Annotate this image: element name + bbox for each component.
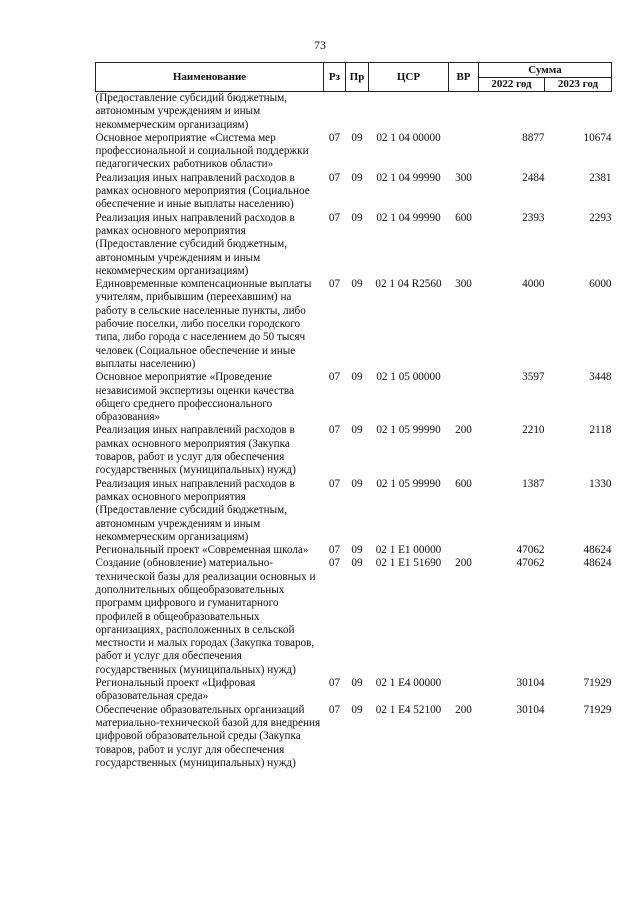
row-sum-2022: 47062 [516,544,545,557]
row-rz: 07 [328,371,341,384]
row-pr: 09 [351,278,363,291]
row-sum-2023: 71929 [583,677,612,690]
table-row [96,278,612,371]
row-name: Реализация иных направлений расходов в рамках основного мероприятия (Социальное обеспечение и иные выплаты населению) [95,171,310,211]
row-csr: 02 1 E4 52100 [375,703,442,716]
row-sum-2023: 2118 [589,424,612,437]
table-row [96,371,612,424]
row-sum-2023: 71929 [583,703,612,716]
table-row [96,172,612,212]
row-pr: 09 [351,557,363,570]
header-vr: ВР [449,63,479,92]
row-vr: 600 [455,477,472,490]
row-vr [449,544,479,557]
row-rz: 07 [328,424,341,437]
row-name: Основное мероприятие «Проведение независимой экспертизы оценки качества общего среднего профессионального образования» [95,371,294,424]
table-row [96,212,612,278]
header-sum: Сумма [479,63,612,78]
row-rz: 07 [328,171,341,184]
row-vr: 200 [455,703,472,716]
row-sum-2023: 10674 [583,131,612,144]
row-rz: 07 [328,131,341,144]
row-name: Реализация иных направлений расходов в рамках основного мероприятия (Предоставление субсидий бюджетным, автономным учреждениям и иным некоммерческим организациям) [95,477,295,543]
table-row [96,557,612,677]
row-sum-2023: 1330 [589,477,612,490]
row-csr: 02 1 05 99990 [376,477,441,490]
row-pr: 09 [351,424,363,437]
row-rz: 07 [328,544,341,557]
row-sum-2023 [545,92,612,132]
row-pr: 09 [351,703,363,716]
header-csr: ЦСР [369,63,449,92]
row-rz: 07 [328,211,341,224]
row-csr: 02 1 E1 00000 [375,544,442,557]
row-csr: 02 1 04 99990 [376,171,441,184]
row-sum-2022 [479,92,545,132]
row-rz: 07 [328,677,341,690]
row-sum-2022: 30104 [516,703,545,716]
table-row [96,677,612,704]
row-pr [346,92,369,132]
row-pr: 09 [351,171,363,184]
row-vr: 300 [455,278,472,291]
row-sum-2022: 3597 [522,371,545,384]
header-year-2022: 2022 год [479,78,545,92]
row-rz: 07 [328,703,341,716]
row-sum-2022: 2393 [522,211,545,224]
row-pr: 09 [351,677,363,690]
header-pr: Пр [346,63,369,92]
row-sum-2023: 48624 [583,557,612,570]
row-pr: 09 [351,477,363,490]
row-csr: 02 1 E1 51690 [375,557,442,570]
row-csr: 02 1 05 00000 [376,371,441,384]
row-sum-2023: 48624 [583,544,612,557]
table-row [96,544,612,557]
table-row [96,704,612,770]
row-sum-2022: 2484 [522,171,545,184]
row-csr: 02 1 04 99990 [376,211,441,224]
row-vr: 600 [455,211,472,224]
table-row [96,478,612,544]
row-csr: 02 1 05 99990 [376,424,441,437]
row-sum-2022: 2210 [522,424,545,437]
row-name: Региональный проект «Цифровая образовательная среда» [95,677,256,703]
row-rz: 07 [328,557,341,570]
table-body [96,92,612,771]
row-vr: 300 [455,171,472,184]
row-sum-2022: 4000 [522,278,545,291]
header-year-2023: 2023 год [545,78,612,92]
row-pr: 09 [351,131,363,144]
row-vr: 200 [455,424,472,437]
row-sum-2022: 47062 [516,557,545,570]
row-name: (Предоставление субсидий бюджетным, автономным учреждениям и иным некоммерческим организациям) [95,92,288,131]
row-csr: 02 1 04 R2560 [375,278,442,291]
row-vr [449,132,479,172]
table-row [96,92,612,132]
row-vr [449,371,479,424]
row-name: Основное мероприятие «Система мер профессиональной и социальной поддержки педагогических работников области» [95,131,309,171]
row-sum-2023: 3448 [589,371,612,384]
header-name: Наименование [96,63,324,92]
row-sum-2022: 1387 [522,477,545,490]
row-vr: 200 [455,557,472,570]
row-name: Реализация иных направлений расходов в рамках основного мероприятия (Закупка товаров, работ и услуг для обеспечения государственных (муниципальных) нужд) [95,424,296,477]
row-pr: 09 [351,544,363,557]
row-sum-2022: 8877 [522,131,545,144]
row-rz [324,92,346,132]
row-name: Реализация иных направлений расходов в рамках основного мероприятия (Предоставление субсидий бюджетным, автономным учреждениям и иным некоммерческим организациям) [95,211,295,277]
row-csr: 02 1 E4 00000 [375,677,442,690]
row-rz: 07 [328,278,341,291]
row-sum-2022: 30104 [516,677,545,690]
row-sum-2023: 2381 [589,171,612,184]
row-vr [449,677,479,704]
header-rz: Рз [324,63,346,92]
row-rz: 07 [328,477,341,490]
row-pr: 09 [351,371,363,384]
page-number: 73 [314,38,326,52]
row-csr: 02 1 04 00000 [376,131,441,144]
row-name: Создание (обновление) материально-технической базы для реализации основных и дополнительных общеобразовательных программ цифрового и гуманитарного профилей в общеобразовательных организациях, расположенных в сельской местности и малых городах (Закупка товаров, работ и услуг для обеспечения государственных (муниципальных) нужд) [95,557,316,676]
row-name: Единовременные компенсационные выплаты учителям, прибывшим (переехавшим) на работу в сельские населенные пункты, либо рабочие поселки, либо поселки городского типа, либо города с населением до 50 тысяч человек (Социальное обеспечение и иные выплаты населению) [95,278,312,370]
budget-table [95,62,612,770]
row-vr [449,92,479,132]
table-row [96,132,612,172]
row-name: Региональный проект «Современная школа» [95,544,309,557]
row-name: Обеспечение образовательных организаций материально-технической базой для внедрения цифровой образовательной среды (Закупка товаров, работ и услуг для обеспечения государственных (муниципальных) нужд) [95,703,321,769]
row-csr [369,92,449,132]
row-pr: 09 [351,211,363,224]
row-sum-2023: 2293 [589,211,612,224]
table-row [96,424,612,477]
row-sum-2023: 6000 [589,278,612,291]
